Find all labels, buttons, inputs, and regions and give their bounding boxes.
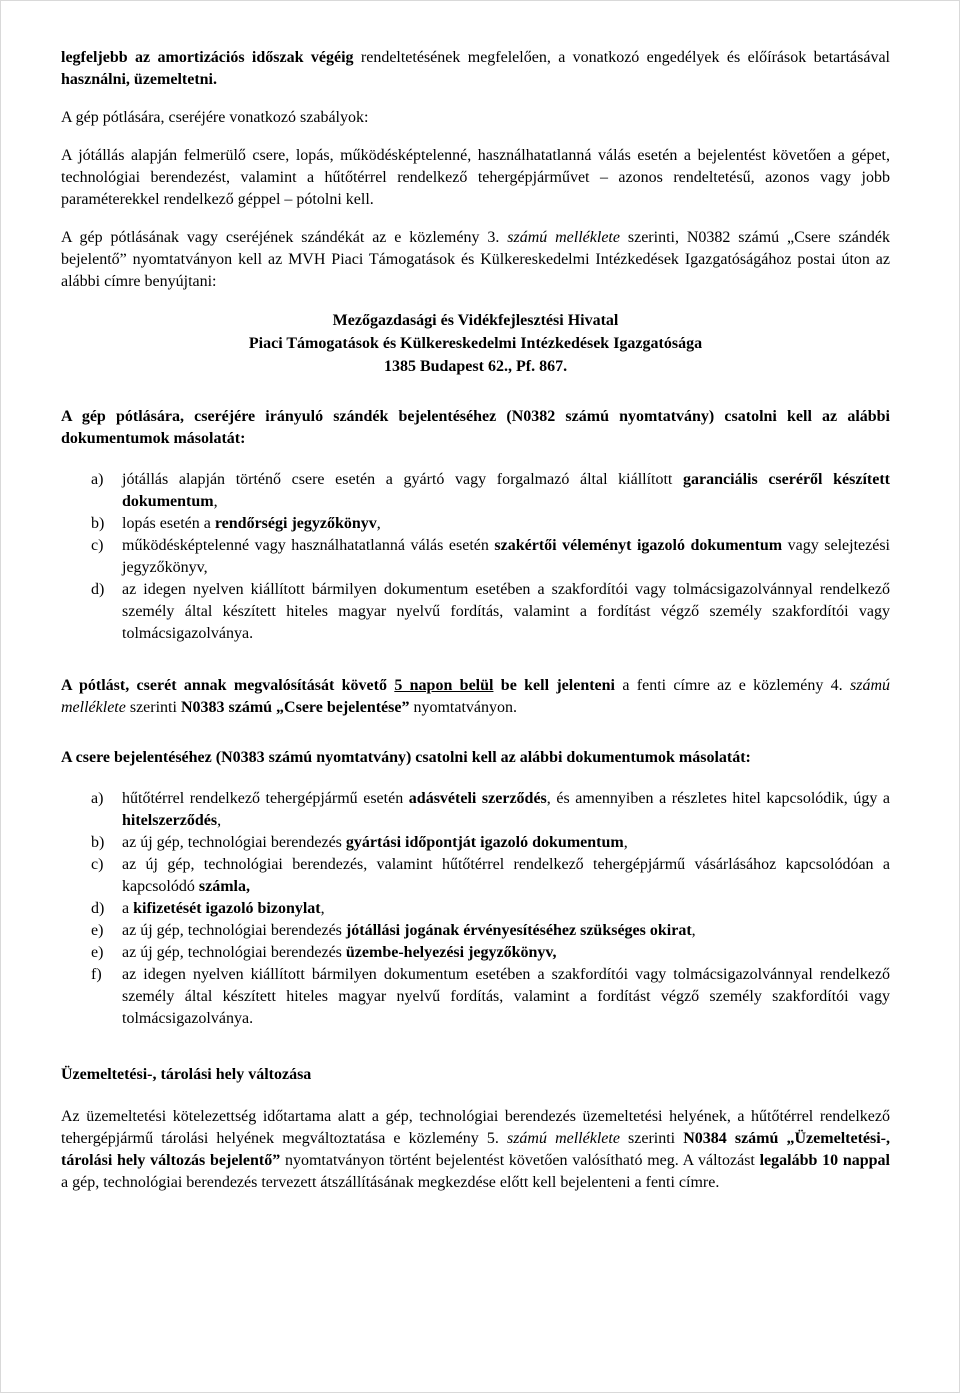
list-label: c) <box>91 856 104 873</box>
section-heading: Üzemeltetési-, tárolási hely változása <box>61 1066 312 1083</box>
text: nyomtatványon. <box>409 699 518 716</box>
text: az új gép, technológiai berendezés <box>122 944 346 961</box>
text: rendeltetésének megfelelően, a vonatkozó engedélyek és előírások betartásával <box>353 49 890 66</box>
text: az idegen nyelven kiállított bármilyen dokumentum esetében a szakfordítói vagy tolmácsigazolvánnyal rendelkező személy által készített hiteles magyar nyelvű fordítás, valamint a fordítást végző személy szakfordítói vagy tolmácsigazolványa. <box>122 966 890 1027</box>
bold-text: legalább 10 nappal <box>759 1152 891 1169</box>
paragraph-attachments-2 <box>61 747 890 769</box>
bold-text: üzembe-helyezési jegyzőkönyv, <box>345 944 557 961</box>
list-label: d) <box>91 900 105 917</box>
text: szerinti <box>125 699 181 716</box>
bold-text: számla, <box>198 878 250 895</box>
text: hűtőtérrel rendelkező tehergépjármű esetén <box>122 790 409 807</box>
bold-text: garanciális cseréről készített dokumentum <box>122 471 890 510</box>
list-item <box>61 898 890 920</box>
bold-text: használni, üzemeltetni. <box>61 71 217 88</box>
bold-text: gyártási időpontját igazoló dokumentum <box>345 834 624 851</box>
list-item <box>61 469 890 513</box>
text: , <box>691 922 696 939</box>
paragraph-report <box>61 675 890 719</box>
text: szerinti, N0382 számú „Csere szándék bejelentő” nyomtatványon kell az MVH Piaci Támogatások és Külkereskedelmi Intézkedések Igazgatóságához postai úton az alábbi címre benyújtani: <box>61 229 890 290</box>
list-item <box>61 535 890 579</box>
text: , <box>217 812 222 829</box>
paragraph-attachments-1 <box>61 406 890 450</box>
list-label: c) <box>91 537 104 554</box>
text: a <box>122 900 134 917</box>
text: a gép, technológiai berendezés tervezett átszállításának megkezdése előtt kell bejelenteni a fenti címre. <box>61 1174 720 1191</box>
list-item <box>61 579 890 645</box>
underlined-deadline: 5 napon belül <box>394 677 494 694</box>
bold-text: A csere bejelentéséhez (N0383 számú nyomtatvány) csatolni kell az alábbi dokumentumok másolatát: <box>61 749 751 766</box>
bold-text: hitelszerződés <box>122 812 218 829</box>
bold-text: A pótlást, cserét annak megvalósítását követő <box>61 677 395 694</box>
text: szerinti <box>619 1130 684 1147</box>
bold-text: N0383 számú „Csere bejelentése” <box>180 699 410 716</box>
text: az új gép, technológiai berendezés <box>122 922 346 939</box>
list-label: d) <box>91 581 105 598</box>
bold-text: legfeljebb az amortizációs időszak végéig <box>61 49 354 66</box>
list-label: f) <box>91 966 102 983</box>
bold-text: be kell jelenteni <box>493 677 616 694</box>
italic-text: számú melléklete <box>506 1130 620 1147</box>
address-line-2: Piaci Támogatások és Külkereskedelmi Intézkedések Igazgatósága <box>248 335 703 352</box>
text: lopás esetén a <box>122 515 215 532</box>
list-item <box>61 942 890 964</box>
paragraph-location-change <box>61 1106 890 1194</box>
list-label: a) <box>91 790 104 807</box>
bold-text: adásvételi szerződés <box>408 790 547 807</box>
text: működésképtelenné vagy használhatatlanná válás esetén <box>122 537 495 554</box>
text: nyomtatványon történt bejelentést követően valósítható meg. A változást <box>280 1152 760 1169</box>
list-label: a) <box>91 471 104 488</box>
address-line-1: Mezőgazdasági és Vidékfejlesztési Hivatal <box>332 312 619 329</box>
attachment-list-2 <box>61 788 890 1030</box>
list-item <box>61 964 890 1030</box>
paragraph-replacement: A jótállás alapján felmerülő csere, lopás, működésképtelenné, használhatatlanná válás esetén a bejelentést követően a gépet, technológiai berendezést, valamint a hűtőtérrel rendelkező tehergépjárművet – azonos rendeltetésű, azonos vagy jobb paraméterekkel rendelkező géppel – pótolni kell. <box>61 147 890 208</box>
text: , <box>213 493 218 510</box>
text: az új gép, technológiai berendezés <box>122 834 346 851</box>
text: vagy selejtezési jegyzőkönyv, <box>122 537 891 576</box>
text: az idegen nyelven kiállított bármilyen dokumentum esetében a szakfordítói vagy tolmácsigazolvánnyal rendelkező személy által készített hiteles magyar nyelvű fordítás, valamint a fordítást végző személy szakfordítói vagy tolmácsigazolványa. <box>122 581 890 642</box>
bold-text: kifizetését igazoló bizonylat <box>133 900 321 917</box>
bold-text: N0384 számú „Üzemeltetési-, tárolási hely változás bejelentő” <box>61 1130 890 1169</box>
paragraph-rules-title: A gép pótlására, cseréjére vonatkozó szabályok: <box>61 109 369 126</box>
text: az új gép, technológiai berendezés, valamint hűtőtérrel rendelkező tehergépjármű vásárlásához kapcsolódóan a kapcsolódó <box>122 856 890 895</box>
list-item <box>61 788 890 832</box>
paragraph-usage <box>61 47 890 91</box>
bold-text: szakértői véleményt igazoló dokumentum <box>494 537 783 554</box>
list-label: e) <box>91 944 104 961</box>
text: a fenti címre az e közlemény 4. <box>615 677 851 694</box>
bold-text: jótállási jogának érvényesítéséhez szükséges okirat <box>345 922 692 939</box>
text: , <box>376 515 381 532</box>
text: , és amennyiben a részletes hitel kapcsolódik, úgy a <box>546 790 891 807</box>
text: , <box>320 900 325 917</box>
list-label: e) <box>91 922 104 939</box>
address-line-3: 1385 Budapest 62., Pf. 867. <box>383 358 568 375</box>
list-item <box>61 513 890 535</box>
attachment-list-1 <box>61 469 890 645</box>
document-body <box>61 47 890 1194</box>
list-item <box>61 854 890 898</box>
list-item <box>61 920 890 942</box>
italic-text: számú melléklete <box>61 677 891 716</box>
list-label: b) <box>91 834 105 851</box>
text: , <box>623 834 628 851</box>
text: A gép pótlásának vagy cseréjének szándékát az e közlemény 3. <box>61 229 508 246</box>
text: jótállás alapján történő csere esetén a gyártó vagy forgalmazó által kiállított <box>122 471 684 488</box>
bold-text: rendőrségi jegyzőkönyv <box>214 515 377 532</box>
address-block <box>61 309 890 378</box>
list-item <box>61 832 890 854</box>
italic-text: számú melléklete <box>507 229 620 246</box>
bold-text: A gép pótlására, cseréjére irányuló szándék bejelentéséhez (N0382 számú nyomtatvány) csatolni kell az alábbi dokumentumok másolatát: <box>61 408 890 447</box>
paragraph-intent <box>61 227 890 293</box>
list-label: b) <box>91 515 105 532</box>
text: Az üzemeltetési kötelezettség időtartama alatt a gép, technológiai berendezés üzemeltetési helyének, a hűtőtérrel rendelkező tehergépjármű tárolási helyének megváltoztatása e közlemény 5. <box>61 1108 890 1147</box>
